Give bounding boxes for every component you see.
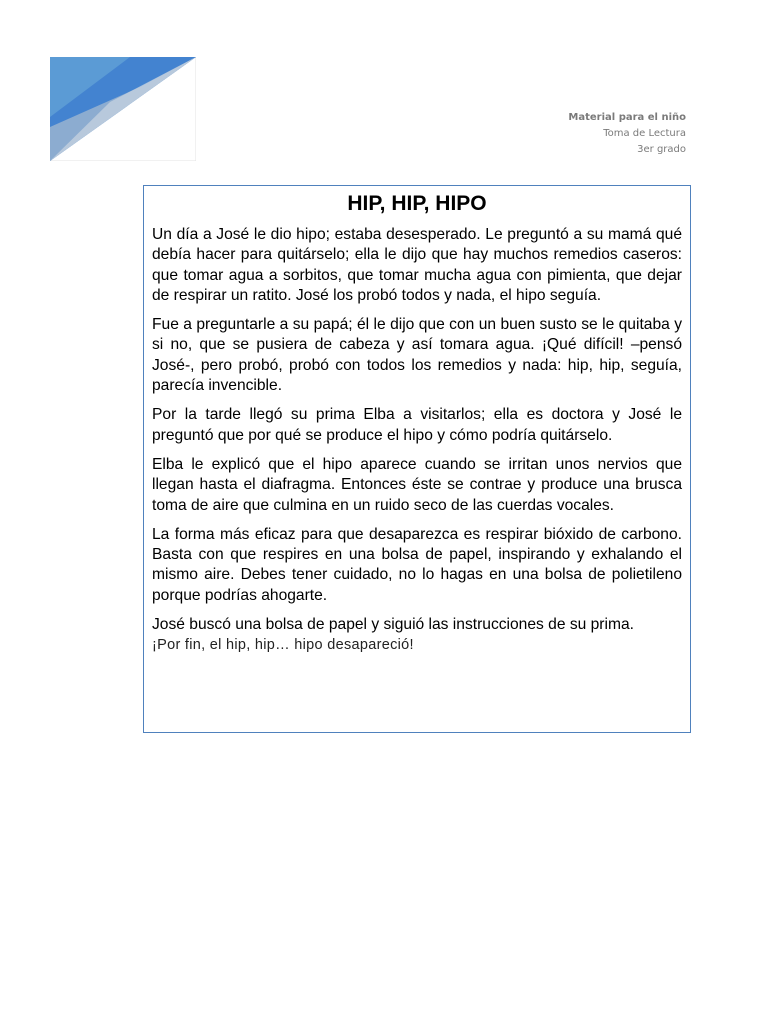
header-line-toma: Toma de Lectura (603, 128, 686, 139)
story-closing-line-2: ¡Por fin, el hip, hip… hipo desapareció! (152, 637, 414, 654)
story-paragraph-1: Un día a José le dio hipo; estaba desesperado. Le preguntó a su mamá qué debía hacer para quitárselo; ella le dijo que hay muchos remedios caseros: que tomar agua a sorbitos, que tomar mucha agua con pimienta, que dejar de respirar un ratito. José los probó todos y nada, el hipo seguía. (152, 226, 682, 304)
story-box (143, 185, 691, 733)
header-line-grado: 3er grado (637, 144, 686, 155)
story-paragraph-5: La forma más eficaz para que desaparezca es respirar bióxido de carbono. Basta con que respires en una bolsa de papel, inspirando y exhalando el mismo aire. Debes tener cuidado, no lo hagas en una bolsa de polietileno porque podrías ahogarte. (152, 525, 682, 604)
story-paragraph-4: Elba le explicó que el hipo aparece cuando se irritan unos nervios que llegan hasta el diafragma. Entonces éste se contrae y produce una brusca toma de aire que culmina en un ruido seco de las cuerdas vocales. (152, 455, 682, 514)
story-paragraph-2: Fue a preguntarle a su papá; él le dijo que con un buen susto se le quitaba y si no, que se pusiera de cabeza y así tomara agua. ¡Qué difícil! –pensó José-, pero probó, probó con todos los remedios y nada: hip, hip, seguía, parecía invencible. (152, 316, 682, 395)
blue-triangles-logo-icon (50, 57, 196, 161)
story-closing (152, 615, 682, 656)
story-closing-line-1: José buscó una bolsa de papel y siguió las instrucciones de su prima. (152, 616, 634, 634)
story-paragraph-3: Por la tarde llegó su prima Elba a visitarlos; ella es doctora y José le preguntó que por qué se produce el hipo y cómo podría quitárselo. (152, 406, 682, 444)
story-title: HIP, HIP, HIPO (347, 192, 487, 215)
header-line-material: Material para el niño (568, 112, 686, 123)
document-header-meta (568, 110, 686, 158)
